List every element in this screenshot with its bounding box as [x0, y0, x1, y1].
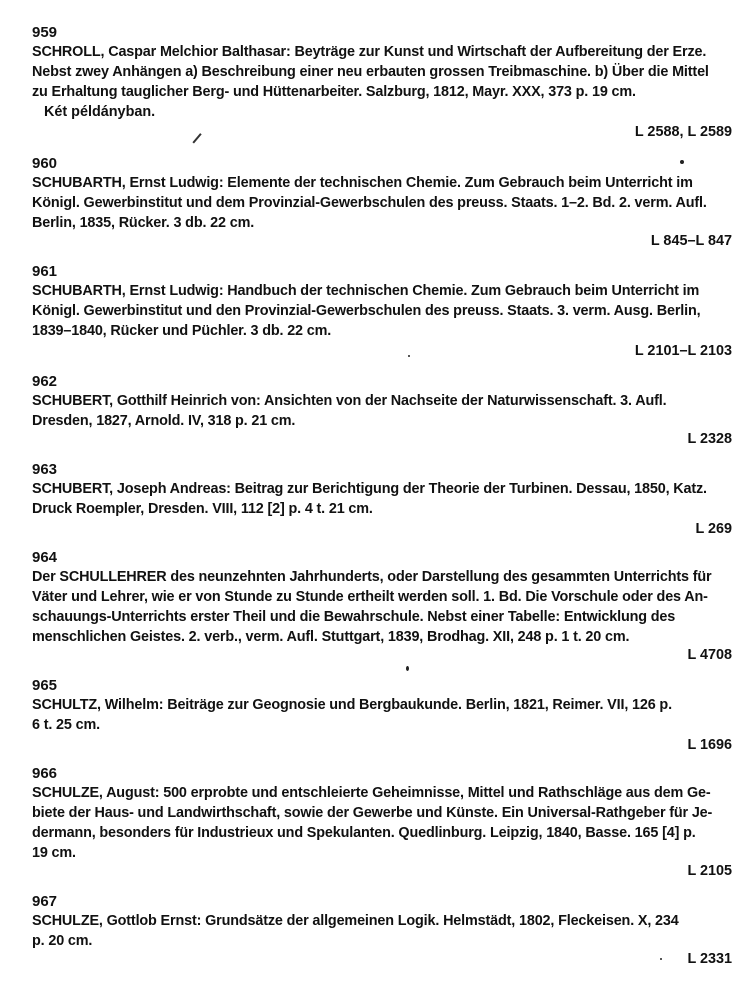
entry-text-line: SCHUBARTH, Ernst Ludwig: Elemente der technischen Chemie. Zum Gebrauch beim Unterricht im	[32, 175, 693, 191]
entry-text-line: SCHULZE, August: 500 erprobte und entschleierte Geheimnisse, Mittel und Rathschläge aus dem Ge-	[32, 785, 711, 801]
entry-text-line: Der SCHULLEHRER des neunzehnten Jahrhunderts, oder Darstellung des gesammten Unterrichts für	[32, 569, 712, 585]
library-shelfmark: L 269	[695, 521, 732, 537]
entry-text-line: Väter und Lehrer, wie er von Stunde zu Stunde ertheilt werden soll. 1. Bd. Die Vorschule oder des An-	[32, 589, 708, 605]
entry-text-line: SCHULTZ, Wilhelm: Beiträge zur Geognosie und Bergbaukunde. Berlin, 1821, Reimer. VII, 126 p.	[32, 697, 672, 713]
entry-number: 961	[32, 263, 58, 280]
entry-number: 962	[32, 373, 58, 390]
entry-text-line: 19 cm.	[32, 845, 76, 861]
entry-note: Két példányban.	[44, 104, 156, 120]
entry-number: 967	[32, 893, 58, 910]
entry-text-line: Berlin, 1835, Rücker. 3 db. 22 cm.	[32, 215, 255, 231]
entry-text-line: Königl. Gewerbinstitut und den Provinzial-Gewerbschulen des preuss. Staats. 3. verm. Ausg. Berlin,	[32, 303, 701, 319]
entry-text-line: SCHUBERT, Gotthilf Heinrich von: Ansichten von der Nachseite der Naturwissenschaft. 3. Aufl.	[32, 393, 667, 409]
catalog-entry-963	[32, 461, 732, 539]
library-shelfmark: L 2105	[687, 863, 732, 879]
entry-text-line: p. 20 cm.	[32, 933, 93, 949]
entry-text-line: Königl. Gewerbinstitut und dem Provinzial-Gewerbschulen des preuss. Staats. 1–2. Bd. 2. verm. Aufl.	[32, 195, 707, 211]
scan-speck	[660, 958, 662, 960]
entry-number: 965	[32, 677, 58, 694]
catalog-entry-962	[32, 373, 732, 451]
library-shelfmark: L 2588, L 2589	[634, 124, 732, 140]
entry-text-line: schauungs-Unterrichts erster Theil und die Bewahrschule. Nebst einer Tabelle: Entwicklung des	[32, 609, 676, 625]
catalog-entry-965	[32, 677, 732, 755]
entry-number: 963	[32, 461, 58, 478]
scan-speck	[408, 355, 410, 357]
scan-speck	[680, 160, 684, 164]
entry-text-line: Nebst zwey Anhängen a) Beschreibung einer neu erbauten grossen Treibmaschine. b) Über die Mittel	[32, 64, 709, 80]
entry-number: 964	[32, 549, 58, 566]
entry-text-line: SCHUBARTH, Ernst Ludwig: Handbuch der technischen Chemie. Zum Gebrauch beim Unterricht im	[32, 283, 700, 299]
entry-text-line: Druck Roempler, Dresden. VIII, 112 [2] p. 4 t. 21 cm.	[32, 501, 373, 517]
catalog-entry-967	[32, 893, 732, 973]
entry-text-line: 6 t. 25 cm.	[32, 717, 100, 733]
library-shelfmark: L 1696	[687, 737, 732, 753]
entry-text-line: zu Erhaltung tauglicher Berg- und Hüttenarbeiter. Salzburg, 1812, Mayr. XXX, 373 p. 19 cm.	[32, 84, 636, 100]
entry-text-line: dermann, besonders für Industrieux und Spekulanten. Quedlinburg. Leipzig, 1840, Basse. 165 [4] p.	[32, 825, 696, 841]
entry-text-line: biete der Haus- und Landwirthschaft, sowie der Gewerbe und Künste. Ein Universal-Rathgeber für Je-	[32, 805, 713, 821]
entry-text-line: Dresden, 1827, Arnold. IV, 318 p. 21 cm.	[32, 413, 296, 429]
entry-text-line: SCHULZE, Gottlob Ernst: Grundsätze der allgemeinen Logik. Helmstädt, 1802, Fleckeisen. X, 234	[32, 913, 679, 929]
catalog-entry-959	[32, 24, 732, 140]
catalog-entry-966	[32, 765, 732, 883]
library-shelfmark: L 2331	[687, 951, 732, 967]
entry-text-line: SCHROLL, Caspar Melchior Balthasar: Beyträge zur Kunst und Wirtschaft der Aufbereitung der Erze.	[32, 44, 707, 60]
entry-text-line: 1839–1840, Rücker und Püchler. 3 db. 22 cm.	[32, 323, 332, 339]
entry-number: 960	[32, 155, 58, 172]
library-shelfmark: L 2328	[687, 431, 732, 447]
entry-text-line: SCHUBERT, Joseph Andreas: Beitrag zur Berichtigung der Theorie der Turbinen. Dessau, 1850, Katz.	[32, 481, 707, 497]
entry-text-line: menschlichen Geistes. 2. verb., verm. Aufl. Stuttgart, 1839, Brodhag. XII, 248 p. 1 t. 20 cm.	[32, 629, 630, 645]
entry-number: 959	[32, 24, 58, 41]
entry-number: 966	[32, 765, 58, 782]
catalog-entry-964	[32, 549, 732, 667]
catalog-entry-960	[32, 155, 732, 253]
library-shelfmark: L 4708	[687, 647, 732, 663]
library-shelfmark: L 2101–L 2103	[634, 343, 732, 359]
library-shelfmark: L 845–L 847	[650, 233, 732, 249]
catalog-entry-961	[32, 263, 732, 361]
scan-speck	[406, 666, 409, 671]
